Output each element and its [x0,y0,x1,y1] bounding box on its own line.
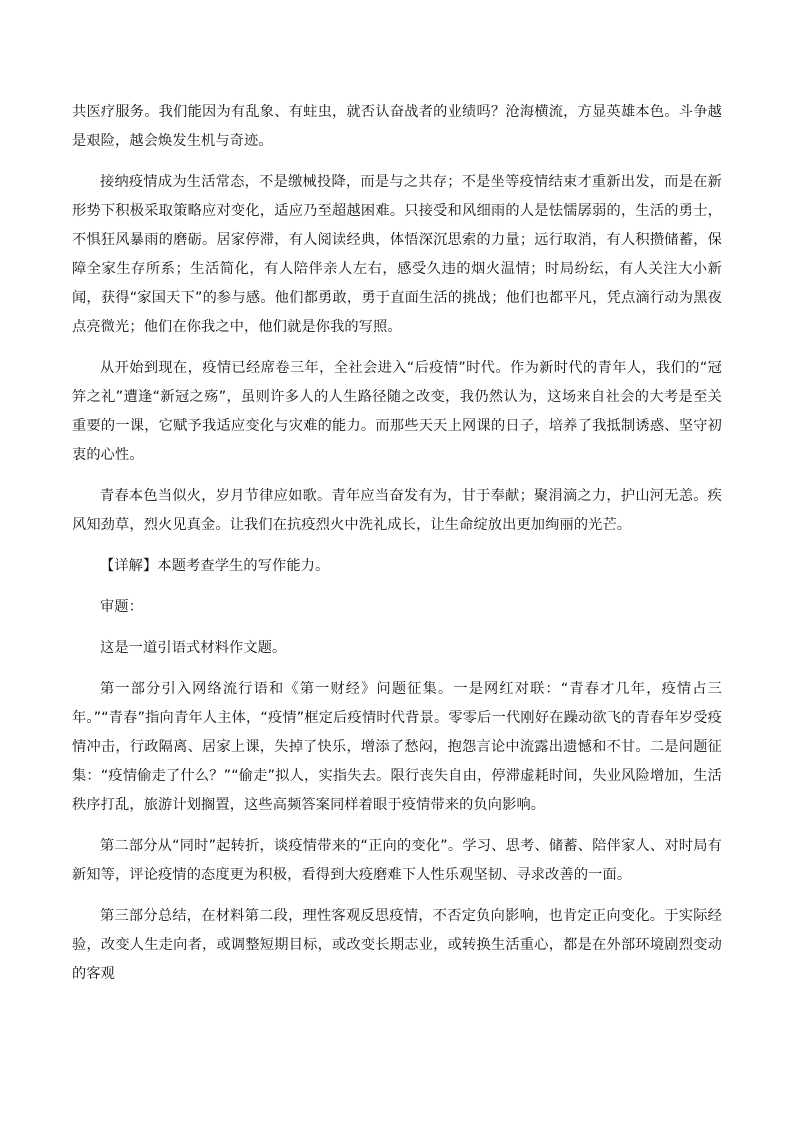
paragraph-part-two: 第二部分从“同时”起转折，谈疫情带来的“正向的变化”。学习、思考、储蓄、陪伴家人、对时局有新知等，评论疫情的态度更为积极，看得到大疫磨难下人性乐观坚韧、寻求改善的一面。 [72,838,722,883]
paragraph-coexist: 接纳疫情成为生活常态，不是缴械投降，而是与之共存；不是坐等疫情结束才重新出发，而是在新形势下积极采取策略应对变化，适应乃至超越困难。只接受和风细雨的人是怯懦孱弱的，生活的勇士，不惧狂风暴雨的磨砺。居家停滞，有人阅读经典，体悟深沉思索的力量；远行取消，有人积攒储蓄，保障全家生存所系；生活简化，有人陪伴亲人左右，感受久违的烟火温情；时局纷纭，有人关注大小新闻，获得“家国天下”的参与感。他们都勇敢，勇于直面生活的挑战；他们也都平凡，凭点滴行动为黑夜点亮微光；他们在你我之中，他们就是你我的写照。 [72,174,722,335]
paragraph-post-pandemic: 从开始到现在，疫情已经席卷三年，全社会进入“后疫情”时代。作为新时代的青年人，我们的“冠笄之礼”遭逢“新冠之殇”，虽则许多人的人生路径随之改变，我仍然认为，这场来自社会的大考是至关重要的一课，它赋予我适应变化与灾难的能力。而那些天天上网课的日子，培养了我抵制诱惑、坚守初衷的心性。 [72,360,722,463]
paragraph-review-label: 审题： [100,599,144,615]
document-page [72,98,722,989]
paragraph-part-three: 第三部分总结，在材料第二段，理性客观反思疫情，不否定负向影响，也肯定正向变化。于实际经验，改变人生走向者，或调整短期目标，或改变长期志业，或转换生活重心，都是在外部环境剧烈变动的客观 [72,908,722,982]
paragraph-youth: 青春本色当似火，岁月节律应如歌。青年应当奋发有为，甘于奉献；聚涓滴之力，护山河无恙。疾风知劲草，烈火见真金。让我们在抗疫烈火中洗礼成长，让生命绽放出更加绚丽的光芒。 [72,488,722,533]
paragraph-part-one: 第一部分引入网络流行语和《第一财经》问题征集。一是网红对联：“青春才几年，疫情占三年。”“青春”指向青年人主体，“疫情”框定后疫情时代背景。零零后一代刚好在躁动欲飞的青春年岁受疫情冲击，行政隔离、居家上课，失掉了快乐，增添了愁闷，抱怨言论中流露出遗憾和不甘。二是问题征集：“疫情偷走了什么？”“偷走”拟人，实指失去。限行丧失自由，停滞虚耗时间，失业风险增加，生活秩序打乱，旅游计划搁置，这些高频答案同样着眼于疫情带来的负向影响。 [72,681,722,813]
paragraph-continuation: 共医疗服务。我们能因为有乱象、有蛀虫，就否认奋战者的业绩吗？沧海横流，方显英雄本色。斗争越是艰险，越会焕发生机与奇迹。 [72,104,722,149]
paragraph-detail-heading: 【详解】本题考查学生的写作能力。 [100,558,330,574]
paragraph-question-type: 这是一道引语式材料作文题。 [100,640,287,656]
